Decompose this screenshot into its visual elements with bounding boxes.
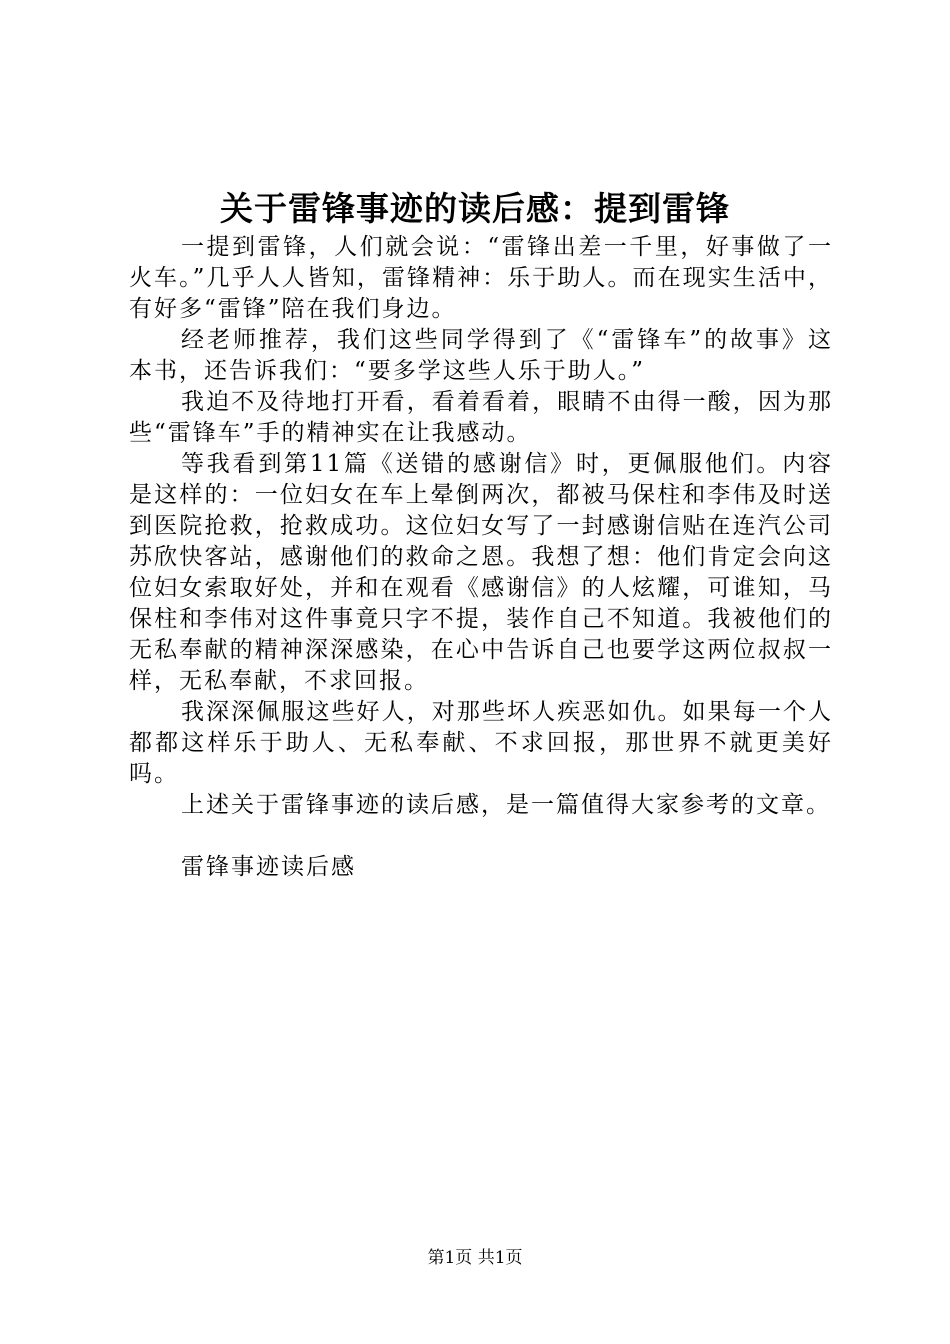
paragraph-3: 我迫不及待地打开看，看着看着，眼睛不由得一酸，因为那些“雷锋车”手的精神实在让我感动。 [129,389,833,446]
paragraph-1: 一提到雷锋，人们就会说：“雷锋出差一千里，好事做了一火车。”几乎人人皆知，雷锋精神：乐于助人。而在现实生活中，有好多“雷锋”陪在我们身边。 [129,234,833,322]
document-title: 关于雷锋事迹的读后感：提到雷锋 [220,189,730,228]
page-number-footer: 第1页 共1页 [427,1248,523,1268]
paragraph-2: 经老师推荐，我们这些同学得到了《“雷锋车”的故事》这本书，还告诉我们：“要多学这些人乐于助人。” [129,327,833,384]
blank-line [129,821,833,852]
paragraph-6: 上述关于雷锋事迹的读后感，是一篇值得大家参考的文章。 [181,792,831,818]
paragraph-4: 等我看到第11篇《送错的感谢信》时，更佩服他们。内容是这样的：一位妇女在车上晕倒两次，都被马保柱和李伟及时送到医院抢救，抢救成功。这位妇女写了一封感谢信贴在连汽公司苏欣快客站，感谢他们的救命之恩。我想了想：他们肯定会向这位妇女索取好处，并和在观看《感谢信》的人炫耀，可谁知，马保柱和李伟对这件事竟只字不提，装作自己不知道。我被他们的无私奉献的精神深深感染，在心中告诉自己也要学这两位叔叔一样，无私奉献，不求回报。 [129,451,833,694]
document-body [129,232,833,883]
paragraph-5: 我深深佩服这些好人，对那些坏人疾恶如仇。如果每一个人都都这样乐于助人、无私奉献、不求回报，那世界不就更美好吗。 [129,699,833,787]
keyword-line: 雷锋事迹读后感 [181,854,356,880]
